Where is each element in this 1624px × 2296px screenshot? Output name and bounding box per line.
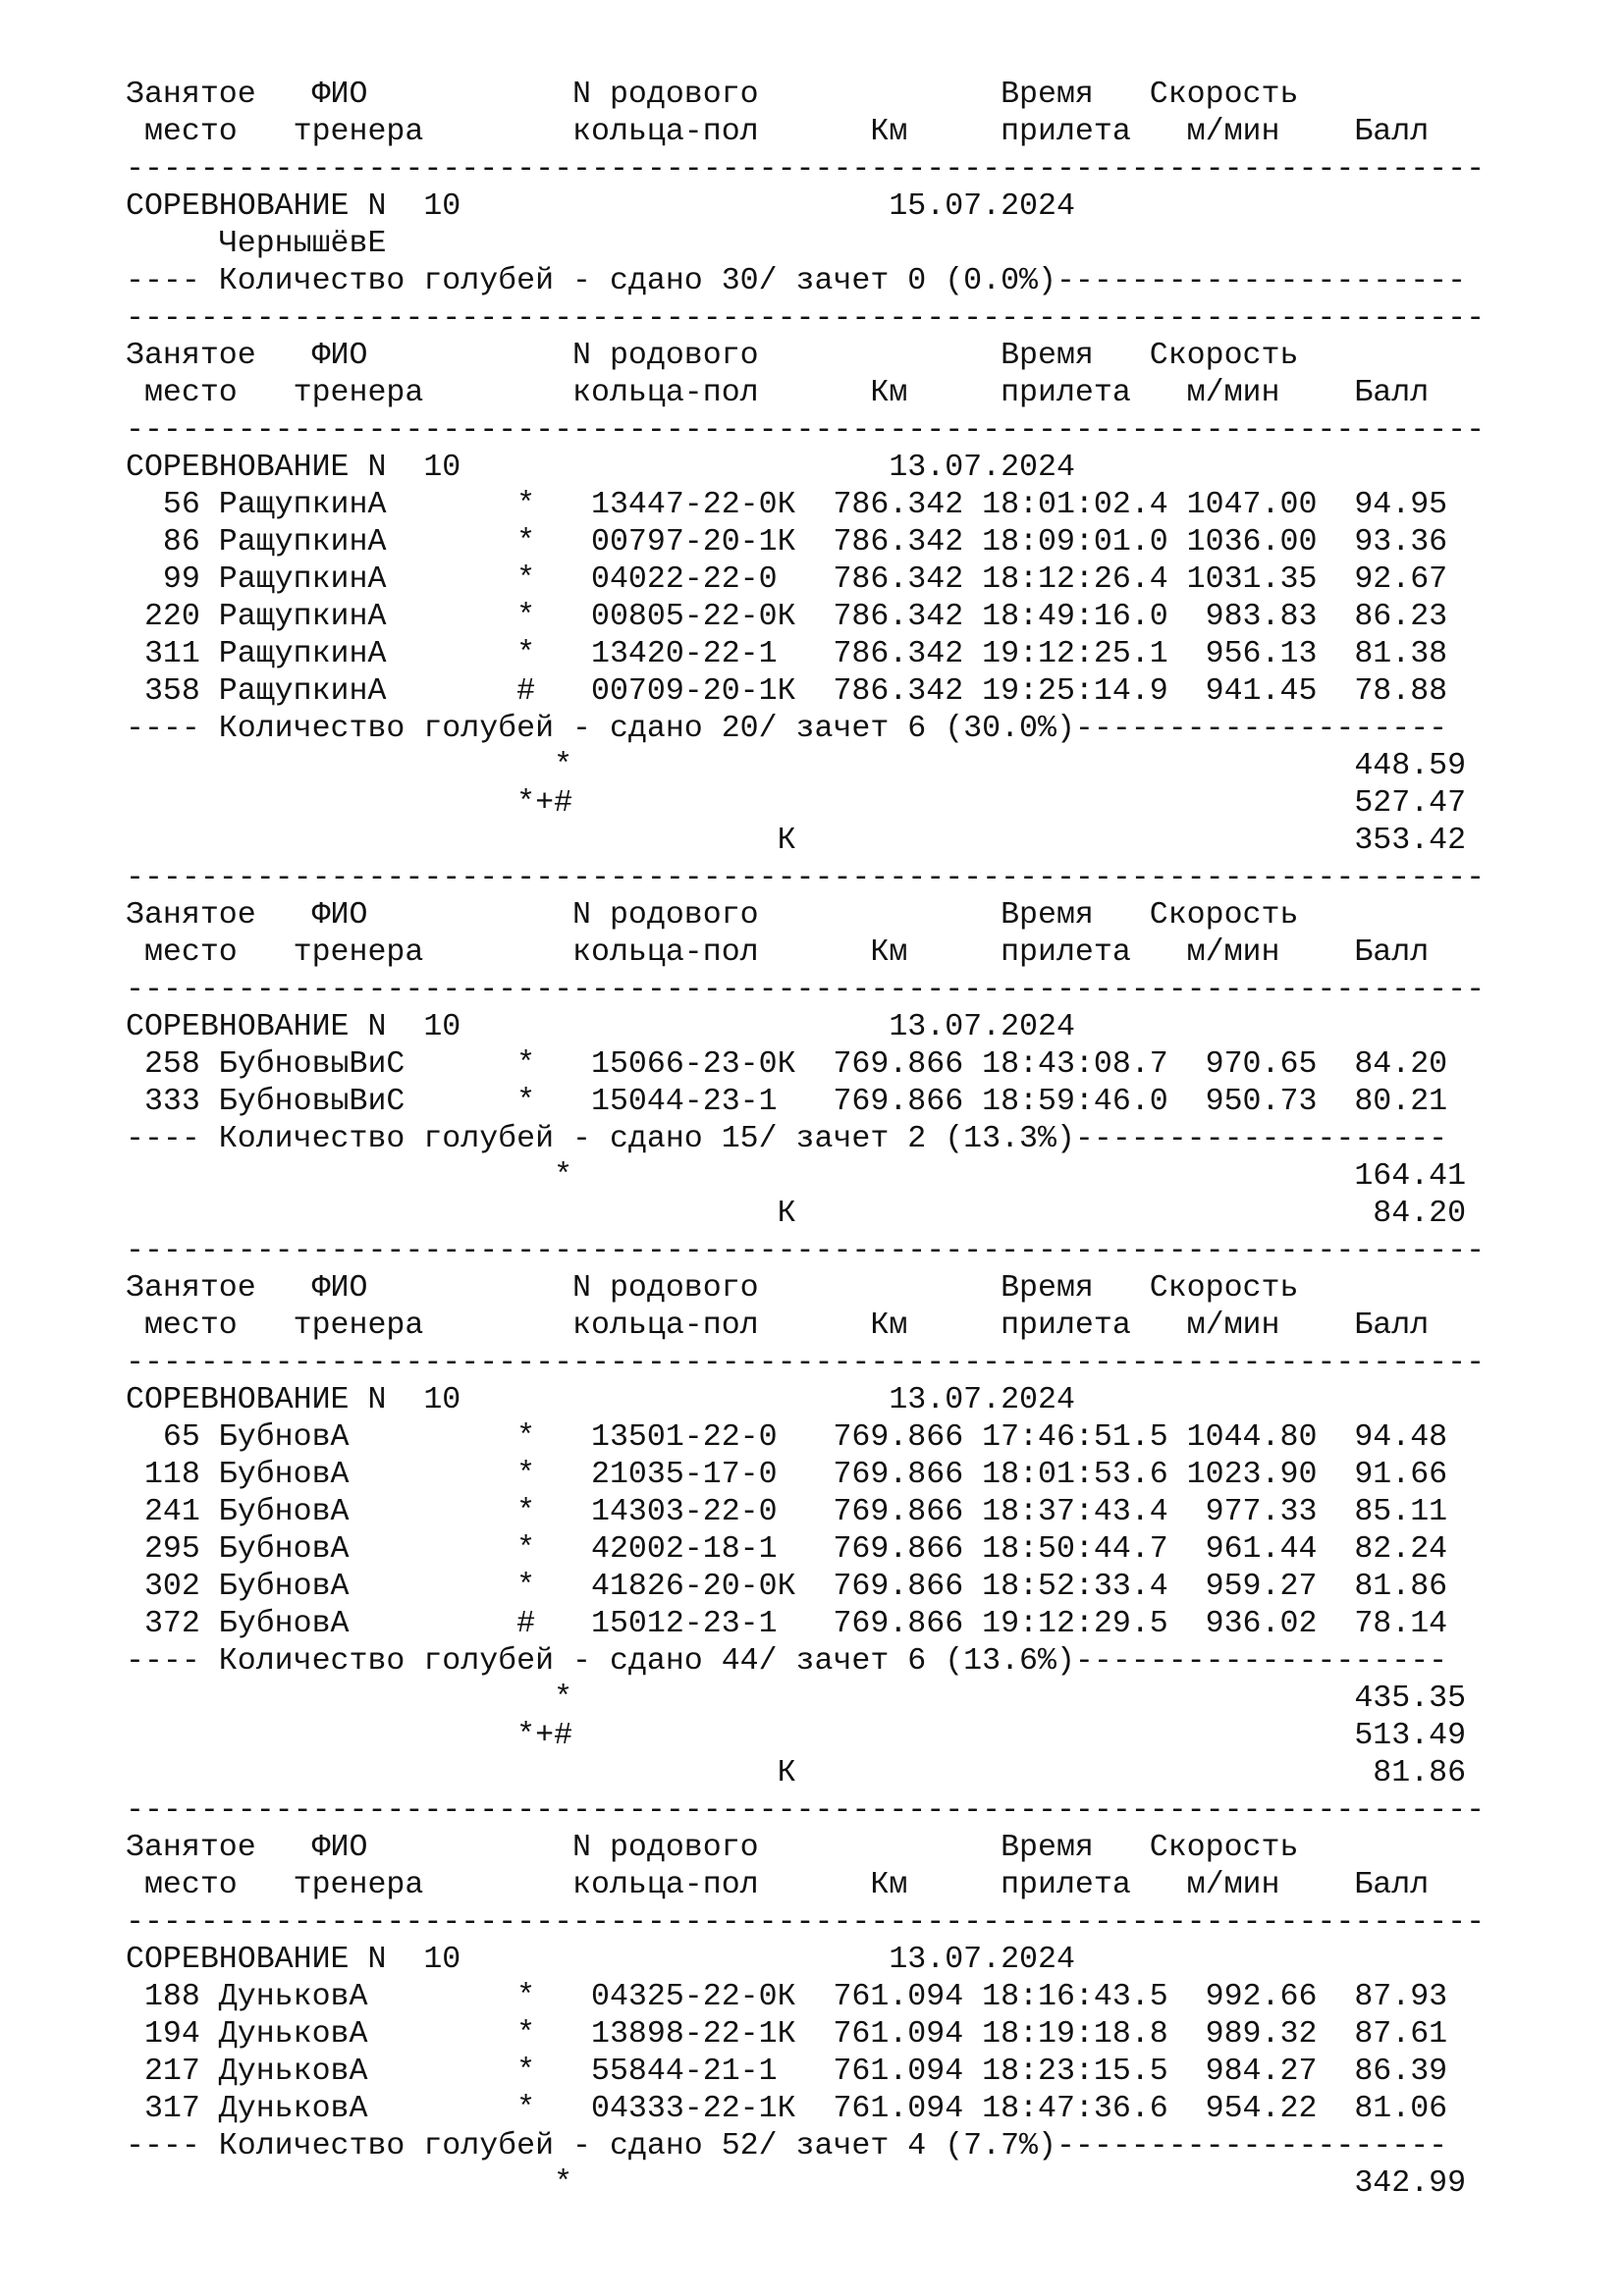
text-line: 86 РащупкинА * 00797-20-1К 786.342 18:09:01.0 1036.00 93.36 [126,525,1448,560]
text-line: ------------------------------------------------------------------------- [126,413,1486,448]
text-line: место тренера кольца-пол Км прилета м/мин Балл [126,1868,1430,1902]
text-line: 311 РащупкинА * 13420-22-1 786.342 19:12:25.1 956.13 81.38 [126,637,1448,671]
text-line: ------------------------------------------------------------------------- [126,152,1486,187]
text-line: * 448.59 [126,749,1467,783]
text-line: место тренера кольца-пол Км прилета м/мин Балл [126,1308,1430,1343]
text-line: место тренера кольца-пол Км прилета м/мин Балл [126,935,1430,970]
text-line: Занятое ФИО N родового Время Скорость [126,78,1299,112]
text-line: 258 БубновыВиС * 15066-23-0К 769.866 18:43:08.7 970.65 84.20 [126,1047,1448,1082]
text-line: ---- Количество голубей - сдано 20/ зачет 6 (30.0%)-------------------- [126,712,1448,746]
text-line: ------------------------------------------------------------------------- [126,1234,1486,1268]
text-line: ------------------------------------------------------------------------- [126,1346,1486,1380]
text-line: 241 БубновА * 14303-22-0 769.866 18:37:43.4 977.33 85.11 [126,1495,1448,1529]
text-line: ---- Количество голубей - сдано 52/ зачет 4 (7.7%)--------------------- [126,2129,1448,2163]
text-line: 217 ДуньковА * 55844-21-1 761.094 18:23:15.5 984.27 86.39 [126,2055,1448,2089]
text-line: *+# 513.49 [126,1719,1467,1753]
text-line: ------------------------------------------------------------------------- [126,1793,1486,1828]
text-line: ------------------------------------------------------------------------- [126,1905,1486,1940]
text-line: ------------------------------------------------------------------------- [126,301,1486,336]
text-line: К 84.20 [126,1197,1467,1231]
text-line: К 81.86 [126,1756,1467,1790]
results-printout [126,77,1559,2203]
text-line: Занятое ФИО N родового Время Скорость [126,1271,1299,1306]
text-line: Занятое ФИО N родового Время Скорость [126,339,1299,373]
text-line: место тренера кольца-пол Км прилета м/мин Балл [126,376,1430,410]
text-line: 56 РащупкинА * 13447-22-0К 786.342 18:01:02.4 1047.00 94.95 [126,488,1448,522]
text-line: ------------------------------------------------------------------------- [126,861,1486,895]
text-line: 65 БубновА * 13501-22-0 769.866 17:46:51.5 1044.80 94.48 [126,1420,1448,1455]
text-line: *+# 527.47 [126,786,1467,821]
text-line: ---- Количество голубей - сдано 44/ зачет 6 (13.6%)-------------------- [126,1644,1448,1679]
text-line: * 164.41 [126,1159,1467,1194]
text-line: СОРЕВНОВАНИЕ N 10 13.07.2024 [126,1943,1075,1977]
text-line: ЧернышёвЕ [126,227,387,261]
text-line: место тренера кольца-пол Км прилета м/мин Балл [126,115,1430,149]
text-line: 194 ДуньковА * 13898-22-1К 761.094 18:19:18.8 989.32 87.61 [126,2017,1448,2052]
text-line: 333 БубновыВиС * 15044-23-1 769.866 18:59:46.0 950.73 80.21 [126,1085,1448,1119]
text-line: ------------------------------------------------------------------------- [126,973,1486,1007]
text-line: ---- Количество голубей - сдано 30/ зачет 0 (0.0%)---------------------- [126,264,1467,298]
text-line: * 435.35 [126,1682,1467,1716]
text-line: Занятое ФИО N родового Время Скорость [126,1831,1299,1865]
text-line: 358 РащупкинА # 00709-20-1К 786.342 19:25:14.9 941.45 78.88 [126,674,1448,709]
text-line: 99 РащупкинА * 04022-22-0 786.342 18:12:26.4 1031.35 92.67 [126,562,1448,597]
text-line: СОРЕВНОВАНИЕ N 10 13.07.2024 [126,1010,1075,1044]
text-line: 188 ДуньковА * 04325-22-0К 761.094 18:16:43.5 992.66 87.93 [126,1980,1448,2014]
text-line: 118 БубновА * 21035-17-0 769.866 18:01:53.6 1023.90 91.66 [126,1458,1448,1492]
text-line: 220 РащупкинА * 00805-22-0К 786.342 18:49:16.0 983.83 86.23 [126,600,1448,634]
text-line: К 353.42 [126,824,1467,858]
text-line: 295 БубновА * 42002-18-1 769.866 18:50:44.7 961.44 82.24 [126,1532,1448,1567]
text-line: 317 ДуньковА * 04333-22-1К 761.094 18:47:36.6 954.22 81.06 [126,2092,1448,2126]
text-line: Занятое ФИО N родового Время Скорость [126,898,1299,933]
text-line: 302 БубновА * 41826-20-0К 769.866 18:52:33.4 959.27 81.86 [126,1570,1448,1604]
text-line: * 342.99 [126,2166,1467,2201]
text-line: ---- Количество голубей - сдано 15/ зачет 2 (13.3%)-------------------- [126,1122,1448,1156]
text-line: СОРЕВНОВАНИЕ N 10 13.07.2024 [126,451,1075,485]
text-line: СОРЕВНОВАНИЕ N 10 13.07.2024 [126,1383,1075,1417]
text-line: СОРЕВНОВАНИЕ N 10 15.07.2024 [126,189,1075,224]
text-line: 372 БубновА # 15012-23-1 769.866 19:12:29.5 936.02 78.14 [126,1607,1448,1641]
